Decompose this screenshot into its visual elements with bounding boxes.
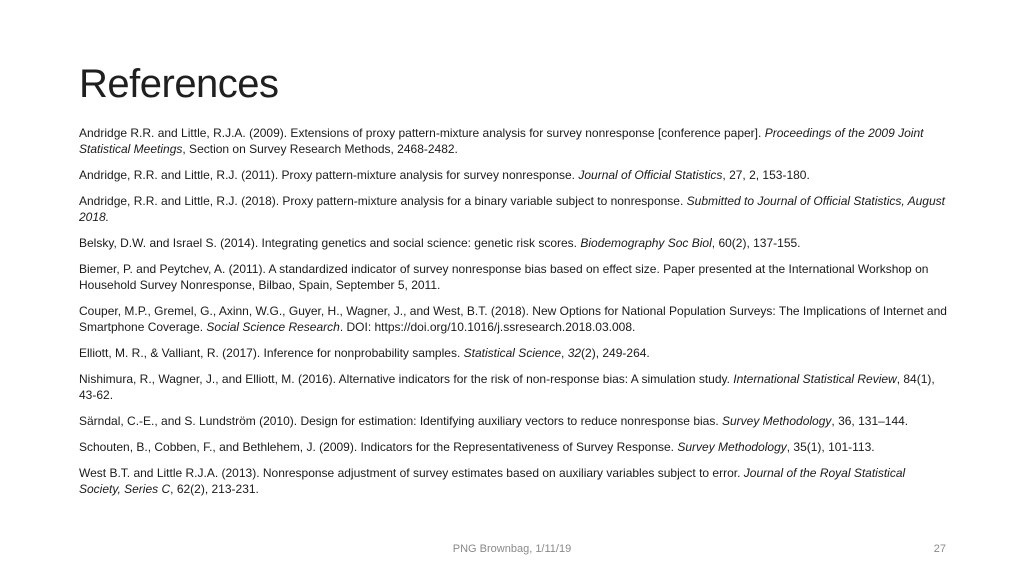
reference-item: Belsky, D.W. and Israel S. (2014). Integrating genetics and social science: genetic risk scores. Biodemography Soc Biol, 60(2), 137-155. (79, 236, 801, 250)
reference-item: Nishimura, R., Wagner, J., and Elliott, M. (2016). Alternative indicators for the risk of non-response bias: A simulation study. International Statistical Review, 84(1), 43-62. (79, 372, 935, 402)
reference-item: Andridge R.R. and Little, R.J.A. (2009). Extensions of proxy pattern-mixture analysis for survey nonresponse [conference paper]. Proceedings of the 2009 Joint Statistical Meetings, Section on Survey Research Methods, 2468-2482. (79, 126, 924, 156)
reference-item: Biemer, P. and Peytchev, A. (2011). A standardized indicator of survey nonresponse bias based on effect size. Paper presented at the International Workshop on Household Survey Nonresponse, Bilbao, Spain, September 5, 2011. (79, 262, 929, 292)
reference-item: Andridge, R.R. and Little, R.J. (2011). Proxy pattern-mixture analysis for survey nonresponse. Journal of Official Statistics, 27, 2, 153-180. (79, 168, 810, 182)
slide-footer: PNG Brownbag, 1/11/19 (452, 543, 572, 555)
reference-item: Särndal, C.-E., and S. Lundström (2010). Design for estimation: Identifying auxiliary vectors to reduce nonresponse bias. Survey Methodology, 36, 131–144. (79, 414, 909, 428)
reference-item: Andridge, R.R. and Little, R.J. (2018). Proxy pattern-mixture analysis for a binary variable subject to nonresponse. Submitted to Journal of Official Statistics, August 2018. (79, 194, 945, 224)
page-number: 27 (933, 543, 946, 555)
reference-item: Elliott, M. R., & Valliant, R. (2017). Inference for nonprobability samples. Statistical Science, 32(2), 249-264. (79, 346, 650, 360)
page-title: References (79, 62, 279, 106)
reference-item: Couper, M.P., Gremel, G., Axinn, W.G., Guyer, H., Wagner, J., and West, B.T. (2018). New Options for National Population Surveys: The Implications of Internet and Smartphone Coverage. Social Science Research. DOI: https://doi.org/10.1016/j.ssresearch.2018.03.008. (79, 304, 947, 334)
reference-item: West B.T. and Little R.J.A. (2013). Nonresponse adjustment of survey estimates based on auxiliary variables subject to error. Journal of the Royal Statistical Society, Series C, 62(2), 213-231. (79, 466, 906, 496)
reference-item: Schouten, B., Cobben, F., and Bethlehem, J. (2009). Indicators for the Representativeness of Survey Response. Survey Methodology, 35(1), 101-113. (79, 440, 875, 454)
reference-list (79, 125, 949, 507)
